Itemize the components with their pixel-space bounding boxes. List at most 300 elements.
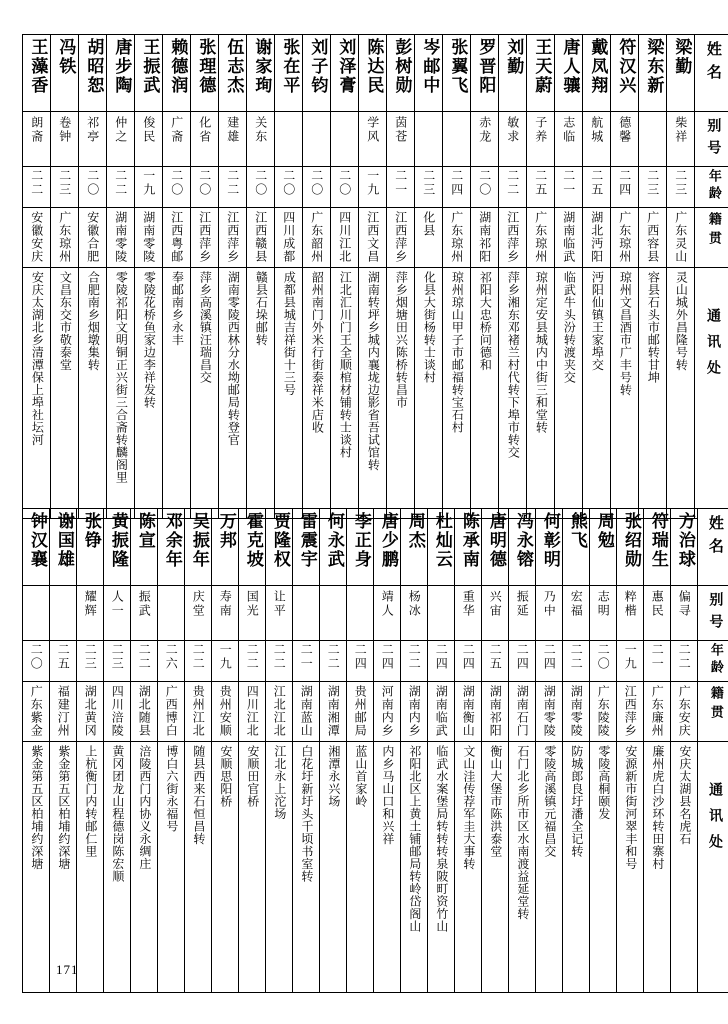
cell-text-address: 沔阳仙镇王家埠交 xyxy=(590,271,605,371)
cell-name xyxy=(499,35,527,112)
cell-address xyxy=(536,742,563,993)
cell-text-origin: 广东廉州 xyxy=(650,685,665,737)
cell-origin xyxy=(107,208,135,268)
cell-text-name: 张绍勋 xyxy=(620,512,641,569)
cell-text-address: 白花圩新圩头千顷书室转 xyxy=(299,745,314,883)
cell-address xyxy=(455,742,482,993)
cell-text-name: 刘勤 xyxy=(503,38,524,76)
cell-origin xyxy=(359,208,387,268)
header-name xyxy=(698,509,728,586)
cell-text-address: 衡山大堡市陈洪泰堂 xyxy=(488,745,503,858)
cell-text-alias: 祁亭 xyxy=(85,116,100,144)
cell-alias xyxy=(455,586,482,641)
row-name xyxy=(23,35,728,112)
cell-age xyxy=(331,167,359,208)
cell-text-address: 安顺田官桥 xyxy=(245,745,260,808)
cell-alias xyxy=(671,586,698,641)
cell-text-name: 符瑞生 xyxy=(647,512,668,569)
cell-text-age: 二四 xyxy=(353,643,368,671)
cell-text-address: 临武水案堡局转转转泉陂町资竹山 xyxy=(434,745,449,933)
cell-text-name: 冯铁 xyxy=(55,38,76,76)
cell-origin xyxy=(158,682,185,742)
cell-age xyxy=(158,641,185,682)
cell-name xyxy=(387,35,415,112)
cell-name xyxy=(51,35,79,112)
cell-text-origin: 广东琼州 xyxy=(617,211,632,263)
cell-address xyxy=(185,742,212,993)
cell-age xyxy=(247,167,275,208)
cell-text-name: 唐步陶 xyxy=(111,38,132,95)
cell-text-alias: 乃中 xyxy=(542,590,557,618)
row-origin xyxy=(23,208,728,268)
cell-name xyxy=(536,509,563,586)
cell-text-address: 江北汇川门王全顺棺材铺转士谈村 xyxy=(338,271,353,459)
cell-text-address: 廉州虎白沙环转田寨村 xyxy=(650,745,665,870)
cell-text-name: 王天蔚 xyxy=(531,38,552,95)
cell-address xyxy=(555,268,583,519)
cell-text-alias: 粹楷 xyxy=(623,590,638,618)
cell-alias xyxy=(107,112,135,167)
cell-address xyxy=(428,742,455,993)
cell-alias xyxy=(644,586,671,641)
cell-address xyxy=(527,268,555,519)
cell-age xyxy=(219,167,247,208)
cell-text-address: 成都县城吉祥街十三号 xyxy=(282,271,297,396)
cell-name xyxy=(212,509,239,586)
cell-text-name: 张在平 xyxy=(279,38,300,95)
cell-name xyxy=(320,509,347,586)
cell-origin xyxy=(482,682,509,742)
cell-age xyxy=(359,167,387,208)
cell-text-age: 二二 xyxy=(505,169,520,197)
cell-text-alias: 耀辉 xyxy=(83,590,98,618)
cell-name xyxy=(527,35,555,112)
cell-text-origin: 江西萍乡 xyxy=(197,211,212,263)
header-text-name: 姓名 xyxy=(704,41,723,87)
cell-text-name: 贾隆权 xyxy=(269,512,290,569)
header-name xyxy=(695,35,728,112)
cell-alias xyxy=(387,112,415,167)
cell-alias xyxy=(266,586,293,641)
cell-name xyxy=(107,35,135,112)
cell-name xyxy=(185,509,212,586)
cell-text-origin: 贵州安顺 xyxy=(218,685,233,737)
cell-text-name: 陈承南 xyxy=(458,512,479,569)
cell-age xyxy=(667,167,695,208)
cell-alias xyxy=(77,586,104,641)
cell-alias xyxy=(667,112,695,167)
cell-text-origin: 湖南临武 xyxy=(434,685,449,737)
cell-origin xyxy=(583,208,611,268)
cell-text-name: 符汉兴 xyxy=(615,38,636,95)
cell-address xyxy=(23,268,51,519)
cell-text-age: 二二 xyxy=(677,643,692,671)
cell-origin xyxy=(247,208,275,268)
cell-name xyxy=(671,509,698,586)
cell-alias xyxy=(135,112,163,167)
cell-address xyxy=(415,268,443,519)
cell-name xyxy=(293,509,320,586)
cell-address xyxy=(347,742,374,993)
cell-text-address: 石门北乡所市区水南渡益延堂转 xyxy=(515,745,530,920)
cell-text-address: 容县石头市邮转甘坤 xyxy=(646,271,661,384)
cell-text-age: 二一 xyxy=(561,169,576,197)
cell-text-address: 防城郎良圩潘全记转 xyxy=(569,745,584,858)
cell-age xyxy=(455,641,482,682)
cell-age xyxy=(191,167,219,208)
cell-text-age: 一九 xyxy=(365,169,380,197)
row-address xyxy=(23,742,728,993)
cell-text-name: 周杰 xyxy=(404,512,425,550)
cell-text-alias: 杨冰 xyxy=(407,590,422,618)
cell-text-origin: 湖南内乡 xyxy=(407,685,422,737)
cell-origin xyxy=(590,682,617,742)
cell-age xyxy=(320,641,347,682)
cell-origin xyxy=(617,682,644,742)
header-text-address: 通讯处 xyxy=(705,308,722,386)
cell-alias xyxy=(23,586,50,641)
cell-address xyxy=(219,268,247,519)
cell-address xyxy=(331,268,359,519)
header-text-age: 年龄 xyxy=(707,643,723,677)
cell-text-name: 张铮 xyxy=(80,512,101,550)
cell-text-age: 二三 xyxy=(83,643,98,671)
cell-origin xyxy=(527,208,555,268)
cell-text-alias: 庆堂 xyxy=(191,590,206,618)
cell-address xyxy=(51,268,79,519)
cell-age xyxy=(639,167,667,208)
cell-address xyxy=(320,742,347,993)
cell-text-alias: 卷钟 xyxy=(57,116,72,144)
cell-text-name: 何彰明 xyxy=(539,512,560,569)
cell-text-origin: 湖南衡山 xyxy=(461,685,476,737)
cell-address xyxy=(50,742,77,993)
cell-address xyxy=(275,268,303,519)
cell-name xyxy=(23,509,50,586)
row-age xyxy=(23,167,728,208)
cell-text-address: 文山洼传荐军圭大事转 xyxy=(461,745,476,870)
cell-text-alias: 子养 xyxy=(533,116,548,144)
cell-name xyxy=(219,35,247,112)
cell-text-alias: 寿南 xyxy=(218,590,233,618)
cell-age xyxy=(471,167,499,208)
cell-origin xyxy=(239,682,266,742)
cell-alias xyxy=(293,586,320,641)
cell-text-alias: 惠民 xyxy=(650,590,665,618)
cell-text-origin: 广东琼州 xyxy=(57,211,72,263)
cell-name xyxy=(617,509,644,586)
cell-text-origin: 湖南零陵 xyxy=(113,211,128,263)
cell-address xyxy=(359,268,387,519)
cell-text-name: 张理德 xyxy=(195,38,216,95)
cell-text-alias: 仲之 xyxy=(113,116,128,144)
cell-text-age: 二二 xyxy=(272,643,287,671)
cell-text-address: 安顺思阳桥 xyxy=(218,745,233,808)
cell-origin xyxy=(671,682,698,742)
cell-text-name: 霍克坡 xyxy=(242,512,263,569)
cell-text-name: 王振武 xyxy=(139,38,160,95)
cell-text-origin: 湖南零陵 xyxy=(542,685,557,737)
header-address xyxy=(695,268,728,519)
row-address xyxy=(23,268,728,519)
cell-alias xyxy=(247,112,275,167)
cell-text-origin: 贵州邮局 xyxy=(353,685,368,737)
cell-text-origin: 江西文昌 xyxy=(365,211,380,263)
row-name xyxy=(23,509,728,586)
header-address xyxy=(698,742,728,993)
cell-text-origin: 江北江北 xyxy=(272,685,287,737)
cell-address xyxy=(639,268,667,519)
cell-alias xyxy=(509,586,536,641)
cell-address xyxy=(212,742,239,993)
cell-text-address: 赣县石垛邮转 xyxy=(254,271,269,346)
cell-text-age: 二二 xyxy=(137,643,152,671)
cell-alias xyxy=(163,112,191,167)
cell-text-alias: 俊民 xyxy=(141,116,156,144)
cell-age xyxy=(131,641,158,682)
cell-text-name: 谢家珣 xyxy=(251,38,272,95)
cell-text-age: 二〇 xyxy=(281,169,296,197)
cell-name xyxy=(23,35,51,112)
cell-age xyxy=(185,641,212,682)
cell-text-name: 杜灿云 xyxy=(431,512,452,569)
cell-text-origin: 广东安庆 xyxy=(677,685,692,737)
header-age xyxy=(698,641,728,682)
cell-origin xyxy=(23,682,50,742)
cell-address xyxy=(293,742,320,993)
cell-text-alias: 重华 xyxy=(461,590,476,618)
cell-age xyxy=(275,167,303,208)
cell-age xyxy=(617,641,644,682)
cell-name xyxy=(163,35,191,112)
cell-alias xyxy=(347,586,374,641)
cell-text-alias: 偏寻 xyxy=(677,590,692,618)
cell-text-age: 二三 xyxy=(645,169,660,197)
cell-text-name: 岑邮中 xyxy=(419,38,440,95)
cell-age xyxy=(303,167,331,208)
cell-text-name: 万邦 xyxy=(215,512,236,550)
header-text-address: 通讯处 xyxy=(707,782,724,860)
row-alias xyxy=(23,586,728,641)
cell-text-origin: 广东灵山 xyxy=(673,211,688,263)
cell-text-name: 唐明德 xyxy=(485,512,506,569)
cell-address xyxy=(135,268,163,519)
cell-origin xyxy=(331,208,359,268)
cell-text-alias: 让平 xyxy=(272,590,287,618)
cell-address xyxy=(239,742,266,993)
cell-origin xyxy=(50,682,77,742)
cell-origin xyxy=(303,208,331,268)
cell-age xyxy=(499,167,527,208)
cell-text-alias: 靖人 xyxy=(380,590,395,618)
cell-alias xyxy=(374,586,401,641)
cell-text-address: 祁阳北区上黄土铺邮局转岭岱阁山 xyxy=(407,745,422,933)
cell-name xyxy=(509,509,536,586)
cell-text-age: 二二 xyxy=(225,169,240,197)
cell-name xyxy=(583,35,611,112)
cell-origin xyxy=(266,682,293,742)
cell-text-address: 内乡马山口和兴祥 xyxy=(380,745,395,845)
cell-origin xyxy=(275,208,303,268)
cell-alias xyxy=(590,586,617,641)
cell-text-age: 二二 xyxy=(29,169,44,197)
cell-text-alias: 敏求 xyxy=(505,116,520,144)
cell-alias xyxy=(555,112,583,167)
cell-age xyxy=(104,641,131,682)
cell-origin xyxy=(387,208,415,268)
cell-text-name: 王藻香 xyxy=(27,38,48,95)
cell-alias xyxy=(191,112,219,167)
cell-text-alias: 茵苍 xyxy=(393,116,408,144)
cell-address xyxy=(158,742,185,993)
cell-text-origin: 广东韶州 xyxy=(309,211,324,263)
cell-text-address: 萍乡高溪镇汪瑞昌交 xyxy=(198,271,213,384)
cell-text-name: 唐少鹏 xyxy=(377,512,398,569)
cell-text-origin: 湖南零陵 xyxy=(141,211,156,263)
cell-name xyxy=(555,35,583,112)
cell-origin xyxy=(455,682,482,742)
cell-origin xyxy=(347,682,374,742)
cell-alias xyxy=(536,586,563,641)
cell-origin xyxy=(212,682,239,742)
cell-alias xyxy=(639,112,667,167)
cell-text-age: 二五 xyxy=(533,169,548,197)
cell-text-name: 胡昭恕 xyxy=(83,38,104,95)
cell-name xyxy=(331,35,359,112)
cell-age xyxy=(428,641,455,682)
cell-origin xyxy=(77,682,104,742)
cell-address xyxy=(590,742,617,993)
cell-text-address: 黄冈团龙山程德岗陈宏顺 xyxy=(110,745,125,883)
cell-origin xyxy=(185,682,212,742)
cell-text-origin: 广东紫金 xyxy=(29,685,44,737)
row-alias xyxy=(23,112,728,167)
cell-age xyxy=(347,641,374,682)
cell-text-address: 紫金第五区柏埔约深塘 xyxy=(56,745,71,870)
cell-origin xyxy=(51,208,79,268)
cell-text-origin: 湖北随县 xyxy=(137,685,152,737)
cell-text-address: 安庆太湖北乡清潭保上埠社坛河 xyxy=(30,271,45,446)
cell-age xyxy=(644,641,671,682)
cell-text-age: 二二 xyxy=(326,643,341,671)
cell-origin xyxy=(428,682,455,742)
cell-text-age: 二一 xyxy=(393,169,408,197)
cell-alias xyxy=(359,112,387,167)
cell-address xyxy=(671,742,698,993)
cell-text-origin: 江西粤邮 xyxy=(169,211,184,263)
cell-text-age: 二〇 xyxy=(477,169,492,197)
cell-address xyxy=(191,268,219,519)
cell-text-address: 琼州文昌酒市广丰号转 xyxy=(618,271,633,396)
cell-text-address: 蓝山首家岭 xyxy=(353,745,368,808)
cell-text-origin: 江西萍乡 xyxy=(393,211,408,263)
cell-text-age: 一九 xyxy=(218,643,233,671)
cell-text-name: 戴凤翔 xyxy=(587,38,608,95)
cell-text-name: 周勉 xyxy=(593,512,614,550)
cell-text-origin: 四川江北 xyxy=(245,685,260,737)
cell-text-age: 二三 xyxy=(673,169,688,197)
cell-address xyxy=(401,742,428,993)
cell-age xyxy=(671,641,698,682)
cell-alias xyxy=(219,112,247,167)
cell-text-address: 奉邮南乡永丰 xyxy=(170,271,185,346)
cell-alias xyxy=(275,112,303,167)
cell-age xyxy=(563,641,590,682)
cell-text-address: 萍乡烟塘田兴陈桥转昌市 xyxy=(394,271,409,409)
cell-alias xyxy=(50,586,77,641)
cell-address xyxy=(471,268,499,519)
cell-address xyxy=(499,268,527,519)
cell-text-name: 梁东新 xyxy=(643,38,664,95)
cell-origin xyxy=(191,208,219,268)
cell-origin xyxy=(536,682,563,742)
cell-name xyxy=(443,35,471,112)
cell-address xyxy=(247,268,275,519)
cell-name xyxy=(415,35,443,112)
cell-text-age: 二〇 xyxy=(29,643,44,671)
cell-name xyxy=(303,35,331,112)
cell-text-address: 化县大街杨转士谈村 xyxy=(422,271,437,384)
cell-age xyxy=(527,167,555,208)
cell-text-alias: 建雄 xyxy=(225,116,240,144)
cell-text-alias: 广斋 xyxy=(169,116,184,144)
cell-text-origin: 广西容县 xyxy=(645,211,660,263)
cell-text-address: 零陵高桐颐发 xyxy=(596,745,611,820)
cell-text-age: 二二 xyxy=(113,169,128,197)
header-text-name: 姓名 xyxy=(706,515,725,561)
cell-address xyxy=(583,268,611,519)
cell-text-age: 二五 xyxy=(56,643,71,671)
cell-address xyxy=(443,268,471,519)
cell-origin xyxy=(320,682,347,742)
cell-text-address: 零陵高溪镇元福昌交 xyxy=(542,745,557,858)
cell-name xyxy=(247,35,275,112)
cell-text-origin: 湖北沔阳 xyxy=(589,211,604,263)
cell-text-address: 琼州定安县城内中街三和堂转 xyxy=(534,271,549,434)
cell-text-name: 谢国雄 xyxy=(53,512,74,569)
header-origin xyxy=(695,208,728,268)
cell-text-age: 二〇 xyxy=(85,169,100,197)
cell-text-age: 二五 xyxy=(589,169,604,197)
cell-text-address: 祁阳大忠桥问德和 xyxy=(478,271,493,371)
roster-table xyxy=(22,34,728,519)
cell-origin xyxy=(644,682,671,742)
cell-address xyxy=(482,742,509,993)
cell-text-name: 罗晋阳 xyxy=(475,38,496,95)
cell-text-age: 二三 xyxy=(421,169,436,197)
cell-age xyxy=(555,167,583,208)
cell-text-origin: 广东琼州 xyxy=(533,211,548,263)
cell-address xyxy=(509,742,536,993)
cell-address xyxy=(77,742,104,993)
cell-text-origin: 湖南祁阳 xyxy=(477,211,492,263)
cell-text-origin: 湖南零陵 xyxy=(569,685,584,737)
cell-alias xyxy=(401,586,428,641)
cell-text-age: 二〇 xyxy=(197,169,212,197)
cell-address xyxy=(563,742,590,993)
cell-alias xyxy=(79,112,107,167)
cell-text-origin: 江西赣县 xyxy=(253,211,268,263)
cell-text-alias: 学风 xyxy=(365,116,380,144)
cell-text-address: 博白六街永福号 xyxy=(164,745,179,833)
cell-name xyxy=(275,35,303,112)
cell-name xyxy=(482,509,509,586)
cell-alias xyxy=(158,586,185,641)
header-text-origin: 籍贯 xyxy=(705,212,721,250)
cell-name xyxy=(135,35,163,112)
cell-origin xyxy=(443,208,471,268)
cell-text-age: 二六 xyxy=(164,643,179,671)
